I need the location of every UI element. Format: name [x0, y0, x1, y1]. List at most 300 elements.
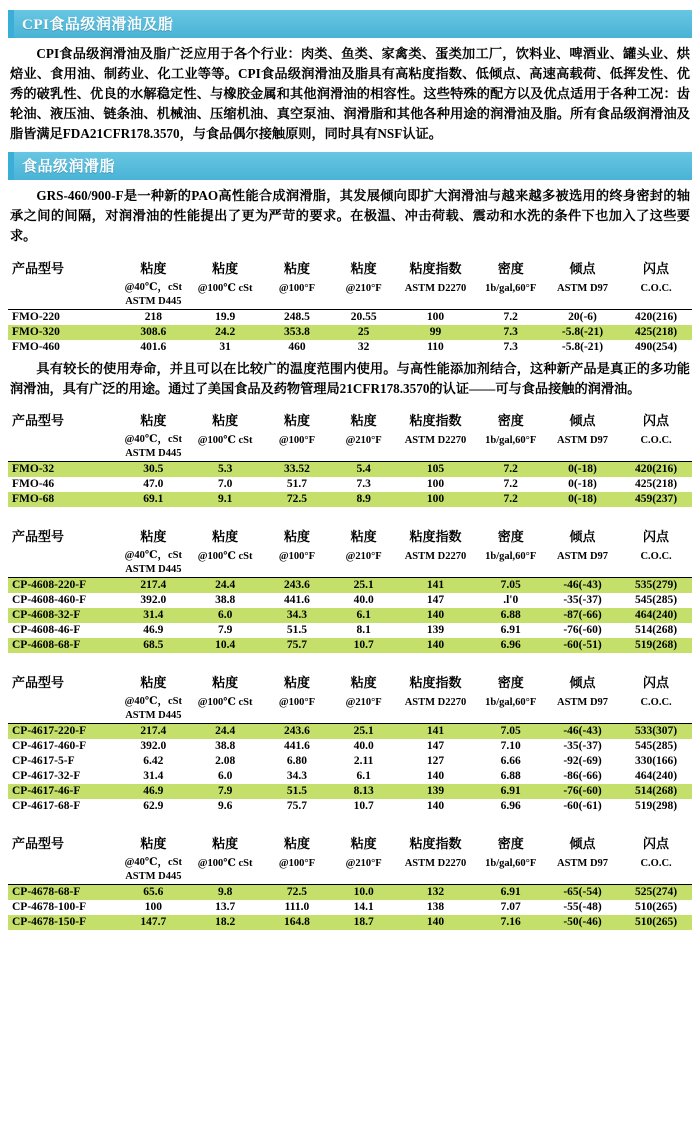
- col-subheader-visc100f: @100°F: [278, 696, 316, 708]
- col-subheader-flash-point: C.O.C.: [640, 857, 672, 869]
- col-subheader2-product: [8, 447, 117, 462]
- col-header-visc100f: 粘度: [283, 835, 310, 851]
- cell-value: 46.9: [143, 624, 164, 637]
- cell-value: 65.6: [117, 884, 189, 900]
- col-subheader2-visc40: ASTM D445: [117, 709, 189, 724]
- col-header-visc100c: 粘度: [212, 260, 239, 276]
- cell-value: 72.5: [261, 492, 333, 507]
- cell-value: 533(307): [620, 723, 692, 739]
- col-subheader-visc100c: @100℃ cSt: [197, 550, 253, 562]
- section-title: 食品级润滑脂: [22, 159, 116, 176]
- cell-value: 40.0: [353, 740, 374, 753]
- cell-value: 7.2: [503, 311, 518, 323]
- cell-value: 7.3: [503, 341, 518, 353]
- col-subheader-density: 1b/gal,60°F: [485, 282, 537, 294]
- cell-value: 6.96: [477, 638, 545, 653]
- col-header-visc40: 粘度: [140, 674, 167, 690]
- cell-value: 7.2: [477, 461, 545, 477]
- cell-value: 519(298): [634, 800, 678, 813]
- cell-value: 7.07: [500, 901, 521, 914]
- cell-value: 6.91: [500, 624, 521, 637]
- section-title: CPI食品级润滑油及脂: [22, 17, 174, 33]
- cell-value: 140: [394, 608, 476, 623]
- cell-value: 7.05: [477, 577, 545, 593]
- table-spacer: [8, 818, 692, 828]
- cell-value: 139: [426, 624, 445, 637]
- cell-value: 147: [426, 740, 445, 753]
- table-row: [8, 340, 692, 355]
- cell-value: 51.5: [286, 624, 308, 637]
- cell-value: 68.5: [117, 638, 189, 653]
- table-row: [8, 915, 692, 930]
- cell-value: 140: [426, 800, 445, 813]
- cell-value: -92(-69): [563, 755, 602, 768]
- col-subheader-flash-point: C.O.C.: [640, 434, 672, 446]
- cell-value: 460: [288, 341, 306, 353]
- cell-value: 217.4: [117, 577, 189, 593]
- col-subheader-pour-point: ASTM D97: [556, 857, 609, 869]
- cell-value: 6.1: [356, 770, 371, 783]
- cell-product-model: CP-4608-220-F: [8, 577, 117, 593]
- cell-value: 392.0: [140, 740, 167, 753]
- table-row: [8, 325, 692, 340]
- col-header-visc100c: 粘度: [212, 412, 239, 428]
- col-header-visc40: 粘度: [140, 412, 167, 428]
- cell-value: 30.5: [117, 461, 189, 477]
- col-subheader-visc100c: @100℃ cSt: [197, 282, 253, 294]
- cell-value: 10.0: [333, 884, 395, 900]
- col-subheader2-visc-index: [394, 709, 476, 724]
- cell-value: 25.1: [333, 723, 395, 739]
- cell-value: 248.5: [284, 311, 310, 323]
- cell-value: 6.80: [286, 755, 308, 768]
- cell-value: 164.8: [261, 915, 333, 930]
- cell-product-model: CP-4608-32-F: [8, 608, 117, 623]
- col-subheader2-visc100c: [189, 563, 261, 578]
- cell-value: 34.3: [261, 608, 333, 623]
- col-header-pour-point: 倾点: [569, 674, 596, 690]
- section-header-grease: [8, 152, 692, 180]
- table-body: [8, 577, 692, 653]
- cell-value: 8.9: [333, 492, 395, 507]
- cell-value: 330(166): [634, 755, 678, 768]
- col-subheader2-visc40: ASTM D445: [117, 870, 189, 885]
- col-subheader2-pour-point: [545, 447, 620, 462]
- cell-value: 6.91: [477, 884, 545, 900]
- cell-value: 0(-18): [545, 492, 620, 507]
- table-row: [8, 900, 692, 915]
- cell-value: 510(265): [620, 915, 692, 930]
- cell-value: 7.05: [477, 723, 545, 739]
- col-subheader-visc210f: @210°F: [345, 550, 382, 562]
- col-subheader-product: [8, 853, 117, 870]
- col-subheader2-pour-point: [545, 709, 620, 724]
- col-header-visc100c: 粘度: [212, 835, 239, 851]
- cell-value: -35(-37): [563, 740, 602, 753]
- table-row: [8, 784, 692, 799]
- cell-value: 9.1: [189, 492, 261, 507]
- table-body: [8, 309, 692, 355]
- col-subheader2-visc40: ASTM D445: [117, 295, 189, 310]
- cell-value: 441.6: [284, 740, 310, 753]
- col-subheader2-visc100f: [261, 870, 333, 885]
- cell-value: 147: [426, 594, 445, 607]
- cell-value: 5.3: [189, 461, 261, 477]
- col-subheader-product: [8, 430, 117, 447]
- col-header-visc100f: 粘度: [283, 674, 310, 690]
- col-subheader-visc210f: @210°F: [345, 282, 382, 294]
- col-subheader-pour-point: ASTM D97: [556, 550, 609, 562]
- col-header-visc-index: 粘度指数: [409, 260, 462, 276]
- col-header-flash-point: 闪点: [643, 674, 670, 690]
- col-subheader2-visc210f: [333, 447, 395, 462]
- cell-value: 147.7: [117, 915, 189, 930]
- col-subheader-density: 1b/gal,60°F: [485, 696, 537, 708]
- col-subheader-pour-point: ASTM D97: [556, 434, 609, 446]
- cell-product-model: CP-4617-68-F: [12, 800, 81, 813]
- cell-value: 139: [394, 784, 476, 799]
- table-row: [8, 723, 692, 739]
- cell-value: 132: [394, 884, 476, 900]
- cell-value: 10.4: [189, 638, 261, 653]
- cell-product-model: FMO-46: [12, 478, 55, 491]
- spec-table-cp-4678: [8, 830, 692, 930]
- col-subheader2-pour-point: [545, 295, 620, 310]
- cell-value: 218: [144, 311, 162, 323]
- cell-value: 308.6: [117, 325, 189, 340]
- table-row: [8, 739, 692, 754]
- col-subheader2-visc210f: [333, 870, 395, 885]
- col-subheader2-product: [8, 709, 117, 724]
- cell-value: 7.16: [477, 915, 545, 930]
- col-header-visc210f: 粘度: [350, 674, 377, 690]
- cell-value: 47.0: [143, 478, 164, 491]
- cell-product-model: CP-4617-5-F: [12, 755, 75, 768]
- cell-product-model: FMO-220: [12, 311, 60, 323]
- table-row: [8, 623, 692, 638]
- col-subheader-visc-index: ASTM D2270: [404, 550, 467, 562]
- col-subheader2-visc100f: [261, 295, 333, 310]
- cell-value: 0(-18): [568, 478, 597, 491]
- table-spacer: [8, 511, 692, 521]
- cell-value: 140: [394, 638, 476, 653]
- col-header-visc100f: 粘度: [283, 412, 310, 428]
- cell-value: 13.7: [215, 901, 236, 914]
- col-subheader-product: [8, 692, 117, 709]
- col-subheader-product: [8, 278, 117, 295]
- col-subheader2-visc-index: [394, 870, 476, 885]
- cell-value: 8.13: [333, 784, 395, 799]
- col-subheader-visc210f: @210°F: [345, 696, 382, 708]
- table-row: [8, 608, 692, 623]
- col-subheader2-flash-point: [620, 563, 692, 578]
- col-subheader2-density: [477, 870, 545, 885]
- cell-value: 138: [426, 901, 445, 914]
- cell-value: 40.0: [353, 594, 374, 607]
- col-subheader2-product: [8, 870, 117, 885]
- col-header-density: 密度: [497, 412, 524, 428]
- cell-value: -5.8(-21): [561, 341, 604, 353]
- cell-value: 2.08: [215, 755, 236, 768]
- cell-value: 111.0: [284, 901, 310, 914]
- cell-product-model: FMO-32: [8, 461, 117, 477]
- col-subheader2-flash-point: [620, 870, 692, 885]
- cell-value: 20.55: [350, 311, 377, 323]
- col-subheader-visc-index: ASTM D2270: [404, 696, 467, 708]
- table-row: [8, 754, 692, 769]
- cell-value: 7.10: [500, 740, 521, 753]
- table-body: [8, 461, 692, 507]
- col-subheader2-visc100f: [261, 709, 333, 724]
- col-header-visc40: 粘度: [140, 528, 167, 544]
- cell-value: 7.9: [189, 784, 261, 799]
- cell-value: 459(237): [620, 492, 692, 507]
- col-subheader-visc100c: @100℃ cSt: [197, 857, 253, 869]
- col-subheader2-visc210f: [333, 709, 395, 724]
- cell-value: 425(218): [634, 478, 678, 491]
- cell-value: 514(268): [634, 624, 678, 637]
- cell-value: 535(279): [620, 577, 692, 593]
- cell-value: 8.1: [356, 624, 371, 637]
- cell-value: 18.7: [333, 915, 395, 930]
- col-subheader2-visc-index: [394, 295, 476, 310]
- cell-value: 6.96: [500, 800, 521, 813]
- table-spacer: [8, 657, 692, 667]
- col-subheader2-visc40: ASTM D445: [117, 563, 189, 578]
- table-row: [8, 769, 692, 784]
- col-subheader2-pour-point: [545, 563, 620, 578]
- cell-value: 519(268): [620, 638, 692, 653]
- cell-value: 62.9: [143, 800, 164, 813]
- cell-product-model: FMO-320: [8, 325, 117, 340]
- col-subheader2-visc210f: [333, 563, 395, 578]
- col-subheader-flash-point: C.O.C.: [640, 550, 672, 562]
- cell-value: 243.6: [261, 723, 333, 739]
- cell-value: 31.4: [143, 770, 164, 783]
- col-subheader-density: 1b/gal,60°F: [485, 434, 537, 446]
- cell-value: 100: [426, 478, 445, 491]
- cell-value: 31.4: [117, 608, 189, 623]
- col-subheader2-visc100c: [189, 447, 261, 462]
- cell-value: 141: [394, 577, 476, 593]
- col-header-density: 密度: [497, 528, 524, 544]
- cell-value: 401.6: [140, 341, 167, 353]
- cell-value: 51.7: [286, 478, 308, 491]
- col-subheader-visc100f: @100°F: [278, 857, 316, 869]
- col-header-visc210f: 粘度: [350, 835, 377, 851]
- section-header-cpi: [8, 10, 692, 38]
- cell-value: 105: [394, 461, 476, 477]
- cell-value: 464(240): [634, 770, 678, 783]
- col-header-flash-point: 闪点: [643, 260, 670, 276]
- col-subheader2-visc100c: [189, 870, 261, 885]
- cell-value: 46.9: [117, 784, 189, 799]
- col-header-visc40: 粘度: [140, 835, 167, 851]
- cell-value: 10.7: [333, 638, 395, 653]
- cell-value: -46(-43): [545, 723, 620, 739]
- col-subheader-flash-point: C.O.C.: [640, 696, 672, 708]
- cell-value: 7.3: [477, 325, 545, 340]
- spec-table-cp-4617: [8, 669, 692, 814]
- cell-value: 25.1: [333, 577, 395, 593]
- col-header-pour-point: 倾点: [569, 260, 596, 276]
- table-body: [8, 884, 692, 930]
- cell-value: 514(268): [620, 784, 692, 799]
- cell-value: 19.9: [215, 311, 236, 323]
- cell-value: 38.8: [215, 740, 236, 753]
- cell-product-model: CP-4608-46-F: [12, 624, 81, 637]
- cell-value: -65(-54): [545, 884, 620, 900]
- col-subheader2-flash-point: [620, 447, 692, 462]
- col-subheader2-density: [477, 709, 545, 724]
- col-header-product: 产品型号: [12, 674, 65, 690]
- cell-product-model: CP-4617-46-F: [8, 784, 117, 799]
- cell-value: 10.7: [353, 800, 374, 813]
- cell-value: 127: [426, 755, 445, 768]
- table-row: [8, 309, 692, 325]
- col-header-visc-index: 粘度指数: [409, 674, 462, 690]
- cell-value: 7.9: [217, 624, 233, 637]
- cell-value: 6.1: [333, 608, 395, 623]
- col-header-pour-point: 倾点: [569, 528, 596, 544]
- section-paragraph-grease: GRS-460/900-F是一种新的PAO高性能合成润滑脂，其发展倾向即扩大润滑油与越来越多被选用的终身密封的轴承之间的间隔，对润滑油的性能提出了更为严苛的要求。在极温、冲击荷载、震动和水洗的条件下也加入了这些要求。: [10, 188, 690, 244]
- cell-value: 545(285): [634, 740, 678, 753]
- col-subheader-pour-point: ASTM D97: [556, 282, 609, 294]
- col-subheader2-flash-point: [620, 709, 692, 724]
- cell-value: 441.6: [284, 594, 310, 607]
- cell-value: 6.42: [143, 755, 164, 768]
- cell-product-model: CP-4678-150-F: [8, 915, 117, 930]
- cell-value: -50(-46): [545, 915, 620, 930]
- col-header-product: 产品型号: [12, 528, 65, 544]
- col-header-flash-point: 闪点: [643, 412, 670, 428]
- cell-value: .l'0: [503, 594, 519, 607]
- cell-value: 425(218): [620, 325, 692, 340]
- cell-value: 31: [219, 341, 231, 353]
- section-header-body: [14, 152, 692, 180]
- col-subheader-visc-index: ASTM D2270: [404, 434, 467, 446]
- col-subheader2-pour-point: [545, 870, 620, 885]
- col-header-visc-index: 粘度指数: [409, 835, 462, 851]
- cell-value: 38.8: [215, 594, 236, 607]
- col-subheader2-visc100c: [189, 709, 261, 724]
- col-header-product: 产品型号: [12, 835, 65, 851]
- col-subheader-product: [8, 546, 117, 563]
- col-subheader2-visc-index: [394, 563, 476, 578]
- cell-value: 7.0: [217, 478, 233, 491]
- cell-value: 24.4: [189, 723, 261, 739]
- table-row: [8, 884, 692, 900]
- col-subheader-visc40: @40℃，cSt: [124, 281, 183, 293]
- col-subheader-visc100f: @100°F: [278, 282, 316, 294]
- table-row: [8, 799, 692, 814]
- cell-product-model: FMO-68: [8, 492, 117, 507]
- spec-table-cp-4608: [8, 523, 692, 653]
- col-subheader-pour-point: ASTM D97: [556, 696, 609, 708]
- col-header-density: 密度: [497, 260, 524, 276]
- cell-value: 32: [357, 341, 370, 353]
- cell-value: 34.3: [286, 770, 308, 783]
- cell-value: -87(-66): [545, 608, 620, 623]
- cell-value: 7.2: [503, 478, 518, 491]
- col-subheader-visc40: @40℃，cSt: [124, 695, 183, 707]
- col-header-visc-index: 粘度指数: [409, 412, 462, 428]
- spec-table-fmo-high: [8, 255, 692, 355]
- col-subheader2-visc-index: [394, 447, 476, 462]
- cell-value: -46(-43): [545, 577, 620, 593]
- cell-value: 9.6: [217, 800, 233, 813]
- col-subheader-visc100c: @100℃ cSt: [197, 696, 253, 708]
- col-header-pour-point: 倾点: [569, 835, 596, 851]
- col-header-flash-point: 闪点: [643, 835, 670, 851]
- cell-value: 7.2: [477, 492, 545, 507]
- col-subheader2-visc100f: [261, 447, 333, 462]
- cell-value: 243.6: [261, 577, 333, 593]
- cell-value: -60(-51): [545, 638, 620, 653]
- col-header-density: 密度: [497, 835, 524, 851]
- cell-value: 18.2: [189, 915, 261, 930]
- cell-value: 392.0: [140, 594, 167, 607]
- spec-table-fmo-low: [8, 407, 692, 507]
- col-header-visc100c: 粘度: [212, 674, 239, 690]
- cell-value: 99: [394, 325, 476, 340]
- cell-value: -86(-66): [563, 770, 602, 783]
- col-subheader2-visc210f: [333, 295, 395, 310]
- cell-product-model: CP-4617-32-F: [12, 770, 81, 783]
- cell-value: 217.4: [117, 723, 189, 739]
- cell-product-model: CP-4608-460-F: [12, 594, 87, 607]
- col-subheader-visc40: @40℃，cSt: [124, 856, 183, 868]
- cell-value: 545(285): [634, 594, 678, 607]
- section-paragraph-lifespan: 具有较长的使用寿命，并且可以在比较广的温度范围内使用。与高性能添加剂结合，这种新产品是真正的多功能润滑油，具有广泛的用途。通过了美国食品及药物管理局21CFR178.3570的认证——可与食品接触的润滑油。: [10, 360, 690, 396]
- cell-value: 110: [427, 341, 444, 353]
- col-header-visc210f: 粘度: [350, 412, 377, 428]
- cell-value: 9.8: [189, 884, 261, 900]
- col-header-product: 产品型号: [12, 260, 65, 276]
- cell-value: 510(265): [634, 901, 678, 914]
- cell-value: 420(216): [634, 311, 678, 323]
- col-subheader2-density: [477, 563, 545, 578]
- cell-value: -55(-48): [563, 901, 602, 914]
- cell-value: 72.5: [261, 884, 333, 900]
- cell-value: 7.3: [356, 478, 371, 491]
- table-body: [8, 723, 692, 814]
- col-subheader-visc-index: ASTM D2270: [404, 857, 467, 869]
- table-row: [8, 492, 692, 507]
- col-subheader-visc100c: @100℃ cSt: [197, 434, 253, 446]
- cell-value: 100: [426, 311, 445, 323]
- col-subheader-visc100f: @100°F: [278, 434, 316, 446]
- col-header-visc100c: 粘度: [212, 528, 239, 544]
- col-header-flash-point: 闪点: [643, 528, 670, 544]
- cell-product-model: CP-4617-460-F: [12, 740, 87, 753]
- cell-value: 525(274): [620, 884, 692, 900]
- cell-value: -35(-37): [563, 594, 602, 607]
- cell-value: 140: [426, 770, 445, 783]
- col-header-density: 密度: [497, 674, 524, 690]
- cell-product-model: CP-4608-68-F: [8, 638, 117, 653]
- cell-value: -76(-60): [545, 784, 620, 799]
- cell-value: -5.8(-21): [545, 325, 620, 340]
- table-row: [8, 593, 692, 608]
- cell-value: 420(216): [620, 461, 692, 477]
- section-paragraph-cpi: CPI食品级润滑油及脂广泛应用于各个行业：肉类、鱼类、家禽类、蛋类加工厂，饮料业、啤酒业、罐头业、烘焙业、食用油、制药业、化工业等等。CPI食品级润滑油及脂具有高粘度指数、低倾点、高速高载荷、低挥发性、优秀的破乳性、优良的水解稳定性、与橡胶金属和其他润滑油的相容性。这些特殊的配方以及优点适用于各种工况：齿轮油、液压油、链条油、机械油、压缩机油、真空泵油、润滑脂和其他各种用途的润滑油及脂。所有食品级润滑油及脂皆满足FDA21CFR178.3570，与食品偶尔接触原则，同时具有NSF认证。: [10, 46, 690, 142]
- cell-value: 75.7: [261, 638, 333, 653]
- col-subheader2-product: [8, 295, 117, 310]
- col-header-product: 产品型号: [12, 412, 65, 428]
- col-subheader2-flash-point: [620, 295, 692, 310]
- col-header-visc100f: 粘度: [283, 528, 310, 544]
